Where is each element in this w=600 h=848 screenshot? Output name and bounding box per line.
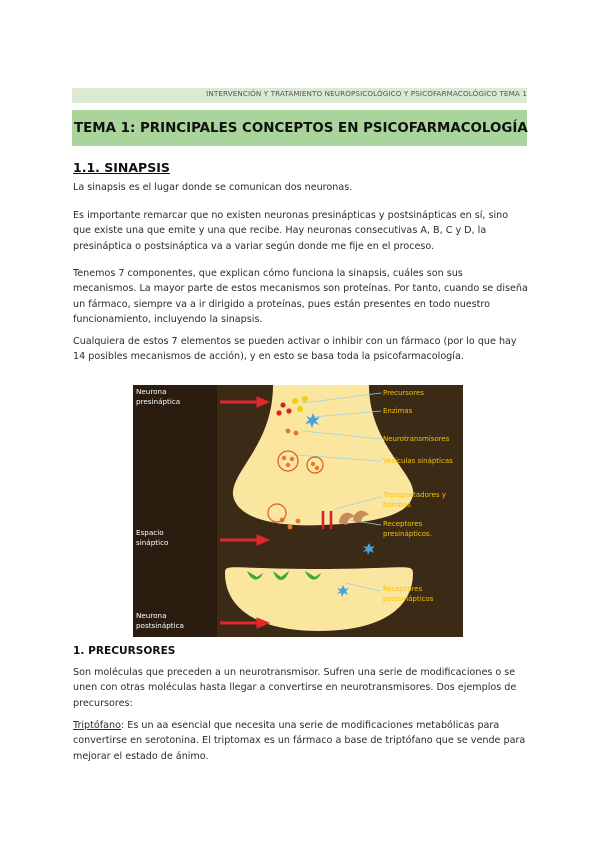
label-post-line1: Neurona <box>136 611 167 620</box>
label-pre-line1: Neurona <box>136 387 167 396</box>
label-neurotransmisores: Neurotransmisores <box>383 435 450 443</box>
label-receptores-pre-line1: Receptores <box>383 520 423 528</box>
header-text: INTERVENCIÓN Y TRATAMIENTO NEUROPSICOLÓGICO Y PSICOFARMACOLÓGICO TEMA 1 <box>206 89 527 98</box>
label-precursores: Precursores <box>383 389 424 397</box>
label-transportadores-line1: Transportadores y <box>383 491 446 499</box>
page-header <box>72 88 527 103</box>
label-synaptic-space <box>136 528 168 548</box>
label-presynaptic-neuron <box>136 387 180 407</box>
label-transportadores <box>383 491 446 510</box>
label-post-line2: postsináptica <box>136 621 184 630</box>
section-heading: 1.1. SINAPSIS <box>73 160 170 175</box>
title-banner <box>72 110 527 146</box>
label-postsynaptic-neuron <box>136 611 184 631</box>
subsection-heading: 1. PRECURSORES <box>73 645 176 657</box>
paragraph-1: La sinapsis es el lugar donde se comunican dos neuronas. <box>73 182 353 193</box>
paragraph-5: Son moléculas que preceden a un neurotransmisor. Sufren una serie de modificaciones o se unen con otras moléculas hasta llegar a convertirse en neurotransmisores. Dos ejemplos de precursores: <box>73 667 517 709</box>
paragraph-2: Es importante remarcar que no existen neuronas presinápticas y postsinápticas en sí, sino que existe una que emite y una que recibe. Hay neuronas consecutivas A, B, C y D, la presináptica o postsináptica va a variar según donde me fije en el proceso. <box>73 210 509 252</box>
label-transportadores-line2: bombas <box>383 500 411 509</box>
label-receptores-pre-line2: presinápticos. <box>383 529 432 538</box>
paragraph-3: Tenemos 7 componentes, que explican cómo funciona la sinapsis, cuáles son sus mecanismos. La mayor parte de estos mecanismos son proteínas. Por tanto, cuando se diseña un fármaco, siempre va a ir dirigido a proteínas, pues están presentes en todo nuestro funcionamiento, incluyendo la sinapsis. <box>73 268 528 325</box>
label-vesiculas: Vesículas sinápticas <box>383 457 453 465</box>
synapse-figure <box>133 385 463 637</box>
page-title: TEMA 1: PRINCIPALES CONCEPTOS EN PSICOFARMACOLOGÍA <box>74 121 528 136</box>
label-receptores-pre <box>383 520 432 539</box>
label-pre-line2: presináptica <box>136 397 181 406</box>
label-receptores-post-line1: Receptores <box>383 585 423 593</box>
label-space-line2: sináptico <box>136 538 169 547</box>
paragraph-6-text: : Es un aa esencial que necesita una serie de modificaciones metabólicas para convertirse en serotonina. El triptomax es un fármaco a base de triptófano que se vende para mejorar el estado de ánimo. <box>73 720 526 762</box>
paragraph-6 <box>73 718 528 764</box>
term-triptofano: Triptófano <box>73 720 121 731</box>
label-space-line1: Espacio <box>136 528 164 537</box>
label-receptores-post <box>383 585 433 604</box>
label-receptores-post-line2: postsinápticos <box>383 594 434 603</box>
paragraph-4: Cualquiera de estos 7 elementos se pueden activar o inhibir con un fármaco (por lo que hay 14 posibles mecanismos de acción), y en esto se basa toda la psicofarmacología. <box>73 336 517 363</box>
label-enzimas: Enzimas <box>383 407 413 415</box>
